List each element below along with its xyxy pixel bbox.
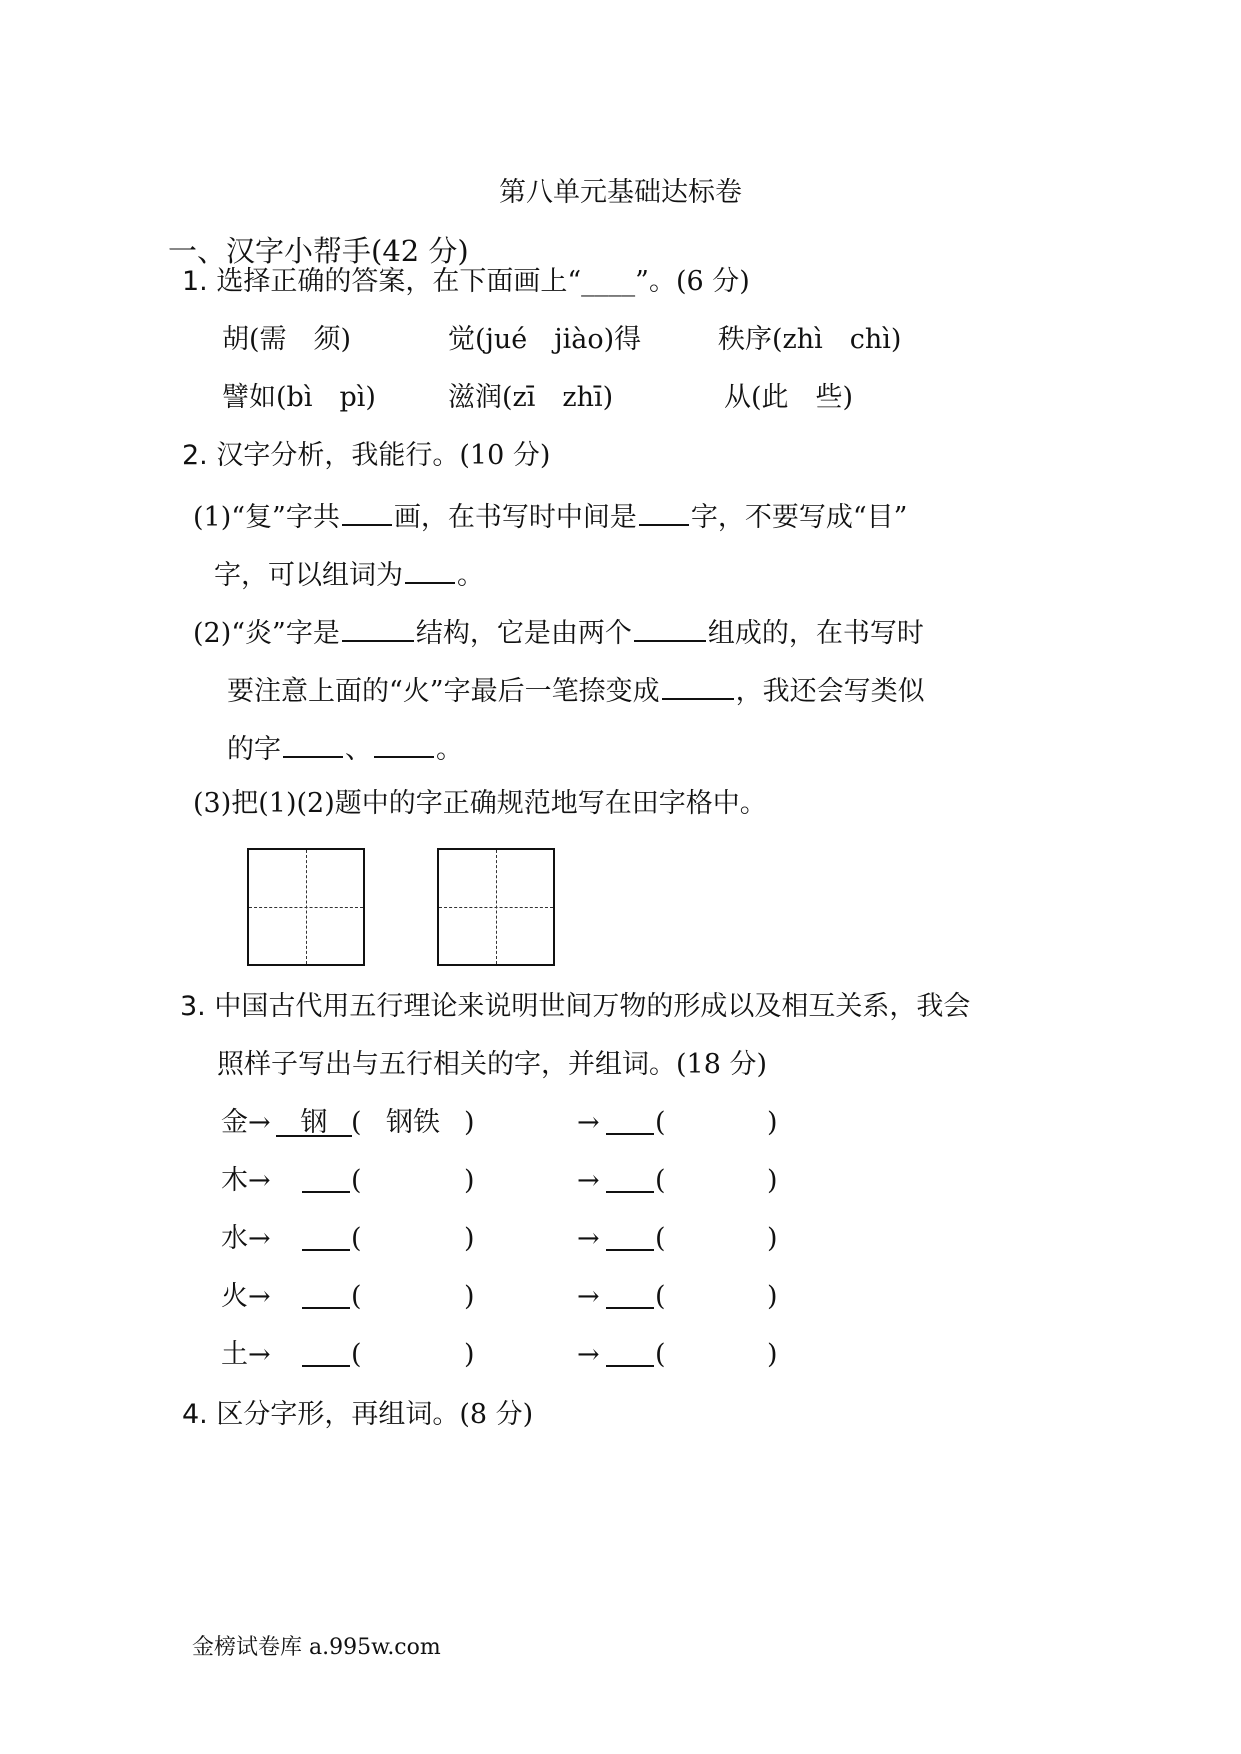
paren-close: ) [464,1165,475,1196]
arrow-icon: → [577,1165,600,1196]
question-3-line-2: 照样子写出与五行相关的字，并组词。(18 分) [217,1049,768,1080]
subquestion-2-line-3 [227,732,463,763]
arrow-icon [577,1341,600,1368]
answer-blank[interactable] [606,1341,654,1367]
paren-open: ( [351,1339,362,1370]
subquestion-2-line-1 [193,616,924,647]
answer-blank[interactable] [662,674,734,700]
arrow-icon: → [577,1107,600,1138]
five-element-label: 金→ [221,1107,271,1138]
answer-blank-slot[interactable] [604,1341,656,1372]
paren-open: ( [351,1223,362,1254]
text: 、 [345,734,372,765]
paren-close: ) [464,1107,475,1138]
answer-blank-slot[interactable] [604,1167,656,1198]
paren-open [351,1283,362,1310]
choice-item: 譬如(bì pì) [222,382,376,413]
answer-blank[interactable] [606,1225,654,1251]
question-number: 3. [180,991,206,1022]
question-number: 4. [182,1399,208,1430]
paren-close [464,1167,475,1194]
paren-open: ( [655,1165,666,1196]
example-char [274,1109,354,1137]
arrow-icon [577,1225,600,1252]
footer-source: 金榜试卷库 a.995w.com [192,1635,441,1660]
writing-grid-box[interactable] [437,848,555,966]
paren-close: ) [767,1281,778,1312]
example-char-text: 钢 [300,1107,328,1138]
paren-open: ( [351,1107,362,1138]
answer-blank[interactable] [606,1109,654,1135]
answer-blank[interactable] [302,1283,350,1309]
writing-grid-box[interactable] [247,848,365,966]
answer-blank[interactable] [606,1167,654,1193]
question-prompt: 区分字形，再组词。(8 分) [216,1399,534,1430]
answer-blank[interactable] [342,500,392,526]
paren-open: ( [655,1339,666,1370]
question-3-line-1 [180,993,970,1020]
paren-open: ( [655,1281,666,1312]
paren-open: ( [655,1223,666,1254]
paren-close: ) [767,1339,778,1370]
answer-blank-slot[interactable] [604,1283,656,1314]
paren-open [655,1167,666,1194]
paren-open [351,1167,362,1194]
text: ，我还会写类似 [735,676,925,707]
arrow-icon [577,1167,600,1194]
answer-blank[interactable] [634,616,706,642]
arrow-icon: → [577,1339,600,1370]
paren-close: ) [464,1281,475,1312]
choice-item: 从(此 些) [724,382,854,413]
paren-close [464,1109,475,1136]
text: 组成的，在书写时 [707,618,924,649]
grid-guide-horizontal [249,907,363,908]
question-prompt: 汉字分析，我能行。(10 分) [216,440,551,471]
answer-blank-slot[interactable] [300,1225,352,1256]
answer-blank[interactable] [639,500,689,526]
text: (1)“复”字共 [193,502,340,533]
question-prompt: 中国古代用五行理论来说明世间万物的形成以及相互关系，我会 [214,991,971,1022]
paren-open [351,1109,362,1136]
question-1 [182,268,750,295]
question-2 [182,442,550,469]
arrow-icon [577,1283,600,1310]
answer-blank[interactable] [374,732,434,758]
text: 。 [457,560,484,591]
paren-open: ( [351,1281,362,1312]
question-number: 2. [182,440,208,471]
five-element-label: 水→ [221,1223,271,1254]
five-element-label: 土→ [221,1339,271,1370]
paren-close [767,1341,778,1368]
page-title: 第八单元基础达标卷 [499,177,742,208]
paren-close: ) [767,1165,778,1196]
paren-close [767,1225,778,1252]
paren-open [655,1283,666,1310]
example-word: 钢铁 [386,1107,440,1138]
paren-close: ) [767,1223,778,1254]
answer-blank[interactable] [302,1341,350,1367]
paren-open [655,1109,666,1136]
answer-blank-slot[interactable] [604,1225,656,1256]
paren-open [351,1225,362,1252]
choice-item: 胡(需 须) [222,324,352,355]
paren-open: ( [655,1107,666,1138]
answer-blank-slot[interactable] [300,1167,352,1198]
question-4 [182,1401,533,1428]
text: 画，在书写时中间是 [393,502,637,533]
paren-open [351,1341,362,1368]
text: 字，不要写成“目” [690,502,908,533]
subquestion-1-line-2 [214,558,484,589]
subquestion-3: (3)把(1)(2)题中的字正确规范地写在田字格中。 [193,788,767,819]
paren-close [767,1283,778,1310]
text: 。 [436,734,463,765]
arrow-icon [577,1109,600,1136]
paren-close [767,1167,778,1194]
answer-blank[interactable] [405,558,455,584]
text: (2)“炎”字是 [193,618,340,649]
answer-blank[interactable] [342,616,414,642]
answer-blank[interactable] [302,1167,350,1193]
five-element-label: 木→ [221,1165,271,1196]
text: 字，可以组词为 [214,560,403,591]
paren-close: ) [464,1223,475,1254]
text: 要注意上面的“火”字最后一笔捺变成 [227,676,660,707]
arrow-icon: → [577,1223,600,1254]
paren-close: ) [767,1107,778,1138]
five-element-label: 火→ [221,1281,271,1312]
subquestion-1-line-1 [193,500,907,531]
paren-close: ) [464,1339,475,1370]
answer-blank [276,1109,352,1137]
answer-blank[interactable] [606,1283,654,1309]
paren-close [464,1283,475,1310]
paren-close [464,1225,475,1252]
section-heading: 一、汉字小帮手(42 分) [168,234,469,268]
question-number: 1. [182,266,208,297]
paren-open: ( [351,1165,362,1196]
text: 结构，它是由两个 [415,618,632,649]
answer-blank[interactable] [283,732,343,758]
paren-open [655,1341,666,1368]
answer-blank-slot[interactable] [604,1109,656,1140]
question-prompt: 选择正确的答案，在下面画上“____”。(6 分) [216,266,750,297]
paren-open [655,1225,666,1252]
arrow-icon: → [577,1281,600,1312]
grid-guide-horizontal [439,907,553,908]
choice-item: 秩序(zhì chì) [718,324,902,355]
choice-item: 滋润(zī zhī) [448,382,614,413]
answer-blank-slot[interactable] [300,1283,352,1314]
subquestion-2-line-2 [227,674,925,705]
text: 的字 [227,734,281,765]
paren-close [464,1341,475,1368]
choice-item: 觉(jué jiào)得 [448,324,642,355]
answer-blank-slot[interactable] [300,1341,352,1372]
answer-blank[interactable] [302,1225,350,1251]
paren-close [767,1109,778,1136]
